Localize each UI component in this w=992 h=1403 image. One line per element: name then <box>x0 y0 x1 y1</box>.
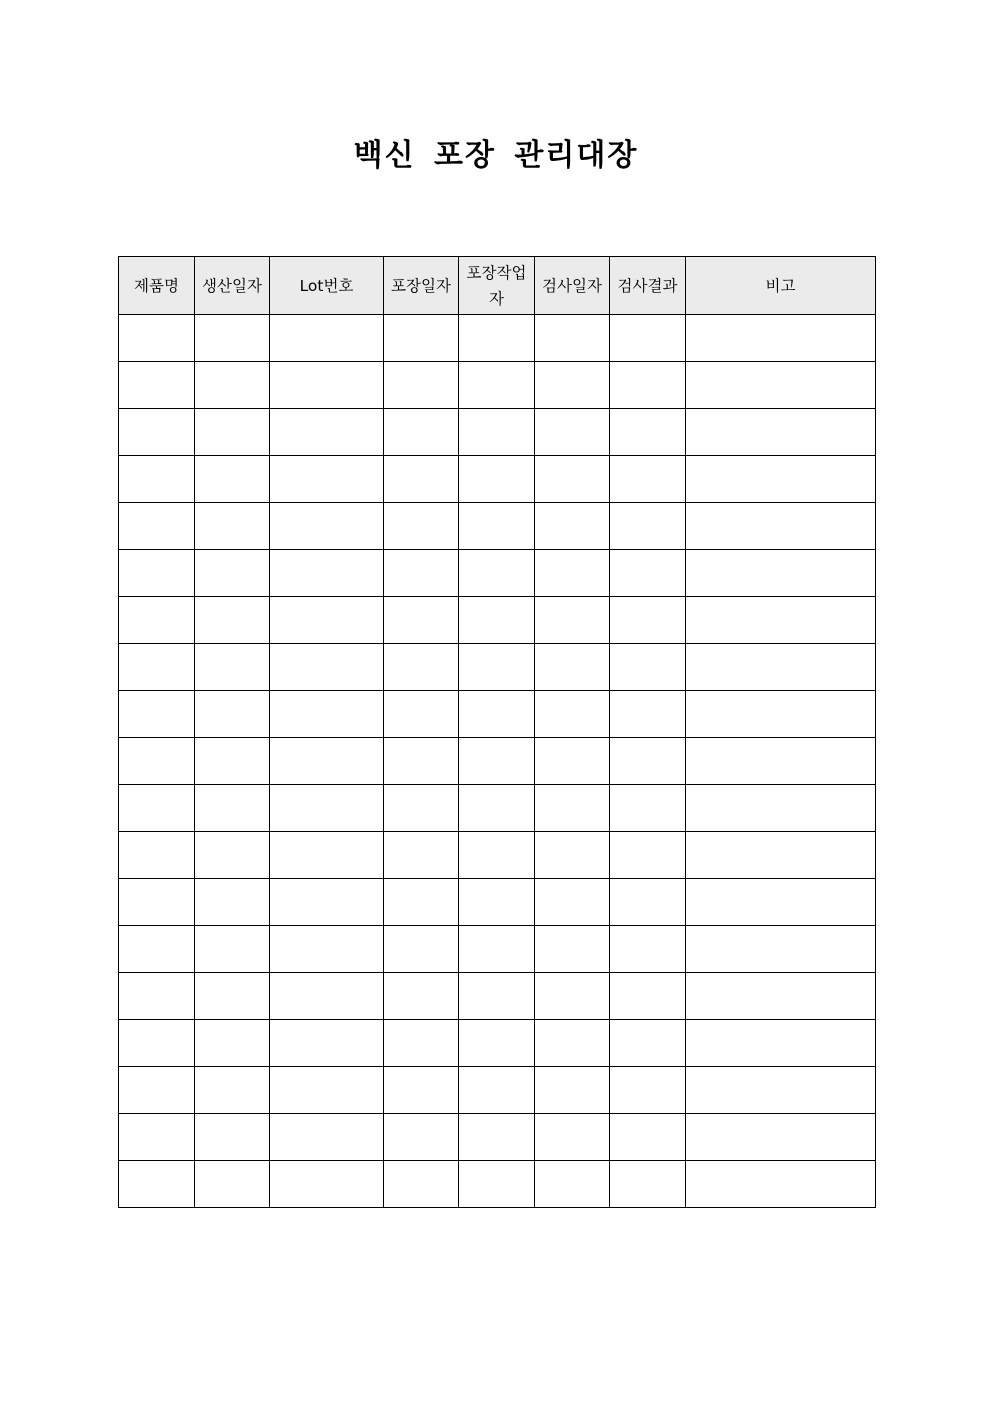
table-cell[interactable] <box>270 362 384 409</box>
table-row <box>119 456 876 503</box>
header-label: 검사결과 <box>617 276 678 295</box>
table-cell[interactable] <box>119 1020 195 1067</box>
table-cell[interactable] <box>270 785 384 832</box>
table-cell[interactable] <box>270 926 384 973</box>
table-row <box>119 973 876 1020</box>
table-cell[interactable] <box>459 550 535 597</box>
table-cell[interactable] <box>610 973 686 1020</box>
table-cell[interactable] <box>270 691 384 738</box>
table-cell[interactable] <box>195 691 270 738</box>
table-cell[interactable] <box>686 597 876 644</box>
table-cell[interactable] <box>686 456 876 503</box>
table-cell[interactable] <box>195 644 270 691</box>
table-cell[interactable] <box>610 1161 686 1208</box>
header-lot-number <box>270 257 384 315</box>
table-cell[interactable] <box>459 409 535 456</box>
table-cell[interactable] <box>195 832 270 879</box>
table-cell[interactable] <box>119 409 195 456</box>
table-cell[interactable] <box>384 926 459 973</box>
table-cell[interactable] <box>459 1020 535 1067</box>
table-cell[interactable] <box>610 879 686 926</box>
table-body <box>119 315 876 1208</box>
table-cell[interactable] <box>195 1020 270 1067</box>
table-cell[interactable] <box>195 503 270 550</box>
table-cell[interactable] <box>384 644 459 691</box>
table-cell[interactable] <box>459 315 535 362</box>
table-cell[interactable] <box>384 973 459 1020</box>
table-cell[interactable] <box>610 503 686 550</box>
table-cell[interactable] <box>535 550 610 597</box>
page-title: 백신 포장 관리대장 <box>353 138 639 173</box>
table-cell[interactable] <box>686 1020 876 1067</box>
table-cell[interactable] <box>119 691 195 738</box>
table-cell[interactable] <box>459 362 535 409</box>
table-cell[interactable] <box>535 1114 610 1161</box>
table-cell[interactable] <box>686 738 876 785</box>
table-cell[interactable] <box>535 315 610 362</box>
table-cell[interactable] <box>195 597 270 644</box>
table-cell[interactable] <box>195 362 270 409</box>
table-row <box>119 409 876 456</box>
table-cell[interactable] <box>270 1020 384 1067</box>
table-cell[interactable] <box>119 1067 195 1114</box>
table-cell[interactable] <box>610 644 686 691</box>
table-cell[interactable] <box>610 550 686 597</box>
table-cell[interactable] <box>119 926 195 973</box>
table-cell[interactable] <box>610 1067 686 1114</box>
header-label: 제품명 <box>134 276 179 295</box>
header-inspection-date <box>535 257 610 315</box>
table-row <box>119 597 876 644</box>
table-cell[interactable] <box>535 597 610 644</box>
header-packaging-date <box>384 257 459 315</box>
table-cell[interactable] <box>195 1161 270 1208</box>
table-cell[interactable] <box>610 691 686 738</box>
table-cell[interactable] <box>459 738 535 785</box>
table-cell[interactable] <box>384 315 459 362</box>
table-cell[interactable] <box>119 1114 195 1161</box>
header-packaging-worker <box>459 257 535 315</box>
header-remarks <box>686 257 876 315</box>
table-cell[interactable] <box>686 1114 876 1161</box>
table-cell[interactable] <box>195 315 270 362</box>
table-cell[interactable] <box>195 1114 270 1161</box>
table-cell[interactable] <box>686 1161 876 1208</box>
table-cell[interactable] <box>270 1161 384 1208</box>
table-cell[interactable] <box>686 691 876 738</box>
table-row <box>119 503 876 550</box>
table-cell[interactable] <box>535 362 610 409</box>
table-cell[interactable] <box>535 409 610 456</box>
table-cell[interactable] <box>384 738 459 785</box>
table-cell[interactable] <box>119 1161 195 1208</box>
table-row <box>119 1161 876 1208</box>
table-cell[interactable] <box>195 738 270 785</box>
table-cell[interactable] <box>686 926 876 973</box>
header-inspection-result <box>610 257 686 315</box>
table-cell[interactable] <box>610 926 686 973</box>
table-cell[interactable] <box>610 409 686 456</box>
table-cell[interactable] <box>459 597 535 644</box>
table-cell[interactable] <box>459 832 535 879</box>
table-cell[interactable] <box>270 503 384 550</box>
table-cell[interactable] <box>119 644 195 691</box>
table-cell[interactable] <box>686 832 876 879</box>
table-cell[interactable] <box>384 879 459 926</box>
table-cell[interactable] <box>270 456 384 503</box>
table-row <box>119 879 876 926</box>
table-cell[interactable] <box>119 315 195 362</box>
table-cell[interactable] <box>384 1067 459 1114</box>
table-cell[interactable] <box>384 691 459 738</box>
table-cell[interactable] <box>686 503 876 550</box>
table-cell[interactable] <box>195 1067 270 1114</box>
table-row <box>119 1114 876 1161</box>
table-cell[interactable] <box>686 409 876 456</box>
table-cell[interactable] <box>459 785 535 832</box>
header-label: 비고 <box>765 276 796 295</box>
table-cell[interactable] <box>270 315 384 362</box>
table-cell[interactable] <box>686 362 876 409</box>
table-row <box>119 315 876 362</box>
table-cell[interactable] <box>270 550 384 597</box>
table-cell[interactable] <box>686 1067 876 1114</box>
header-label: 생산일자 <box>202 276 262 295</box>
table-cell[interactable] <box>686 785 876 832</box>
table-cell[interactable] <box>459 973 535 1020</box>
table-cell[interactable] <box>384 456 459 503</box>
table-row <box>119 785 876 832</box>
table-cell[interactable] <box>459 879 535 926</box>
table-cell[interactable] <box>686 315 876 362</box>
table-cell[interactable] <box>195 879 270 926</box>
table-cell[interactable] <box>119 738 195 785</box>
table-cell[interactable] <box>535 1161 610 1208</box>
table-cell[interactable] <box>686 879 876 926</box>
header-label: 검사일자 <box>542 276 602 295</box>
table-cell[interactable] <box>270 879 384 926</box>
table-row <box>119 1067 876 1114</box>
table-cell[interactable] <box>459 644 535 691</box>
header-product-name <box>119 257 195 315</box>
table-cell[interactable] <box>686 973 876 1020</box>
table-cell[interactable] <box>535 644 610 691</box>
table-row <box>119 691 876 738</box>
table-cell[interactable] <box>459 691 535 738</box>
table-cell[interactable] <box>610 597 686 644</box>
table-cell[interactable] <box>459 456 535 503</box>
table-cell[interactable] <box>270 832 384 879</box>
table-cell[interactable] <box>610 785 686 832</box>
table-cell[interactable] <box>459 926 535 973</box>
table-cell[interactable] <box>686 550 876 597</box>
header-label: 포장일자 <box>391 276 451 295</box>
table-cell[interactable] <box>384 1161 459 1208</box>
table-cell[interactable] <box>535 1067 610 1114</box>
table-cell[interactable] <box>119 879 195 926</box>
table-cell[interactable] <box>384 832 459 879</box>
table-cell[interactable] <box>195 973 270 1020</box>
table-cell[interactable] <box>535 879 610 926</box>
header-label: 포장작업자 <box>466 263 527 308</box>
table-cell[interactable] <box>384 597 459 644</box>
table-cell[interactable] <box>535 691 610 738</box>
table-row <box>119 738 876 785</box>
table-cell[interactable] <box>384 1020 459 1067</box>
table-cell[interactable] <box>610 1114 686 1161</box>
table-cell[interactable] <box>270 644 384 691</box>
header-production-date <box>195 257 270 315</box>
table-cell[interactable] <box>535 1020 610 1067</box>
header-label: Lot번호 <box>299 276 354 295</box>
table-cell[interactable] <box>195 785 270 832</box>
table-row <box>119 926 876 973</box>
table-row <box>119 550 876 597</box>
table-cell[interactable] <box>686 644 876 691</box>
table-cell[interactable] <box>384 409 459 456</box>
table-cell[interactable] <box>610 362 686 409</box>
table-cell[interactable] <box>270 973 384 1020</box>
table-cell[interactable] <box>459 1114 535 1161</box>
table-cell[interactable] <box>459 503 535 550</box>
table-cell[interactable] <box>535 832 610 879</box>
table-cell[interactable] <box>119 785 195 832</box>
table-cell[interactable] <box>535 973 610 1020</box>
table-cell[interactable] <box>270 409 384 456</box>
table-row <box>119 644 876 691</box>
table-cell[interactable] <box>535 738 610 785</box>
table-header-row <box>119 257 876 315</box>
table-cell[interactable] <box>270 597 384 644</box>
table-cell[interactable] <box>610 832 686 879</box>
table-row <box>119 362 876 409</box>
table-cell[interactable] <box>610 1020 686 1067</box>
table-cell[interactable] <box>384 550 459 597</box>
table-cell[interactable] <box>459 1067 535 1114</box>
table-cell[interactable] <box>195 926 270 973</box>
table-cell[interactable] <box>119 832 195 879</box>
packaging-ledger-table <box>118 256 876 1208</box>
table-cell[interactable] <box>195 456 270 503</box>
table-cell[interactable] <box>610 738 686 785</box>
table-cell[interactable] <box>119 456 195 503</box>
table-cell[interactable] <box>195 550 270 597</box>
table-cell[interactable] <box>119 597 195 644</box>
table-cell[interactable] <box>535 785 610 832</box>
table-cell[interactable] <box>195 409 270 456</box>
table-cell[interactable] <box>610 315 686 362</box>
table-cell[interactable] <box>535 456 610 503</box>
table-cell[interactable] <box>384 503 459 550</box>
table-cell[interactable] <box>119 973 195 1020</box>
table-row <box>119 1020 876 1067</box>
table-cell[interactable] <box>270 738 384 785</box>
table-cell[interactable] <box>119 362 195 409</box>
table-cell[interactable] <box>270 1114 384 1161</box>
table-row <box>119 832 876 879</box>
table-cell[interactable] <box>119 550 195 597</box>
table-cell[interactable] <box>610 456 686 503</box>
table-cell[interactable] <box>535 926 610 973</box>
table-cell[interactable] <box>384 1114 459 1161</box>
table-cell[interactable] <box>119 503 195 550</box>
table-cell[interactable] <box>535 503 610 550</box>
table-cell[interactable] <box>459 1161 535 1208</box>
table-cell[interactable] <box>384 362 459 409</box>
table-cell[interactable] <box>384 785 459 832</box>
table-cell[interactable] <box>270 1067 384 1114</box>
